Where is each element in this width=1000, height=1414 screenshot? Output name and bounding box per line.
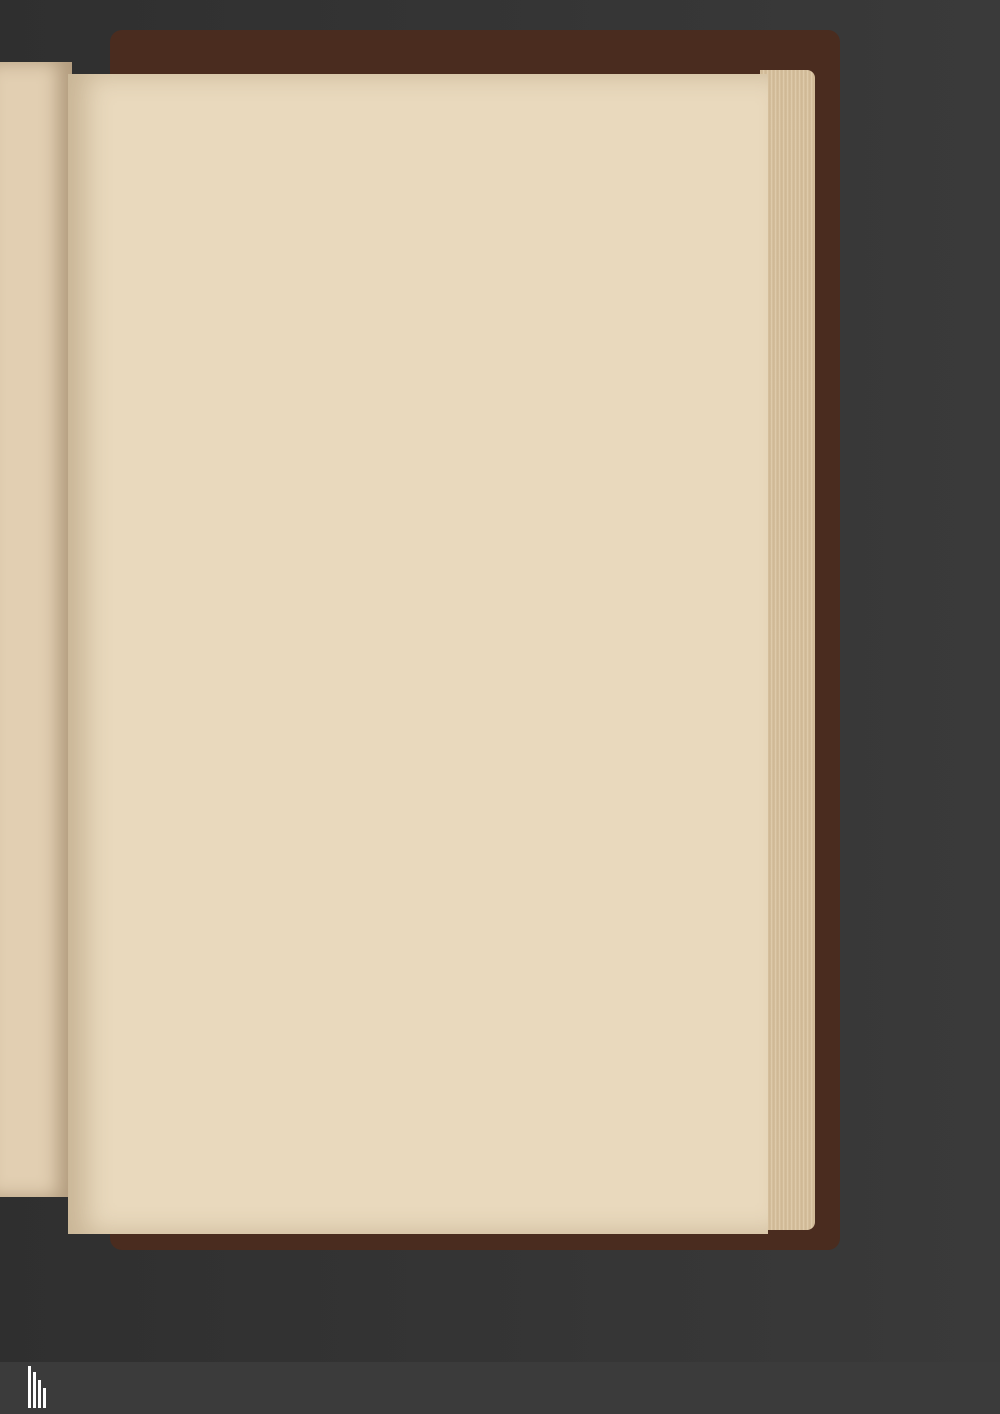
left-page: [0, 62, 72, 1197]
page-text: [102, 156, 572, 232]
right-page: [68, 74, 768, 1234]
library-logo-icon: [28, 1366, 46, 1408]
catchword: [102, 166, 572, 198]
footer-bar: [0, 1362, 1000, 1414]
page-edges: [760, 70, 815, 1230]
